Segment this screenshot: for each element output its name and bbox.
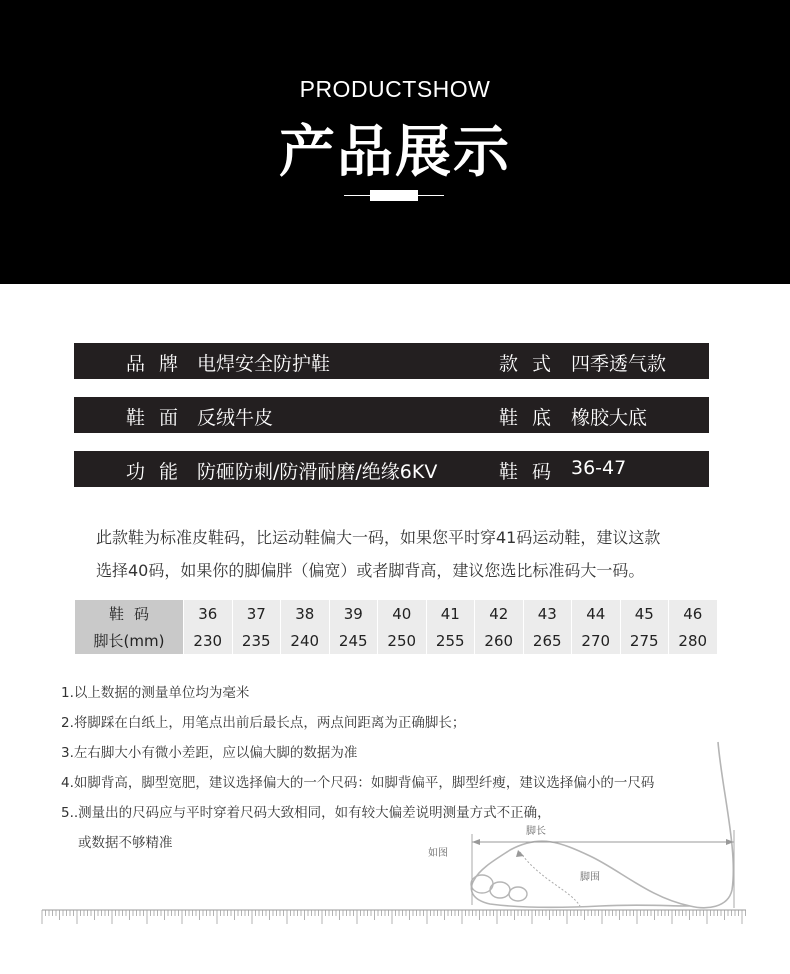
spec-row-brand — [74, 343, 709, 379]
size-row-label: 鞋码 — [75, 600, 183, 627]
spec-label: 功能 — [126, 461, 193, 483]
length-cell: 240 — [280, 627, 329, 654]
size-cell: 39 — [329, 600, 378, 627]
length-cell: 255 — [426, 627, 475, 654]
size-cell: 40 — [377, 600, 426, 627]
spec-label: 款式 — [499, 353, 566, 375]
size-cell: 36 — [183, 600, 232, 627]
spec-label: 品牌 — [126, 353, 193, 375]
size-cell: 43 — [523, 600, 572, 627]
arrow-head — [472, 839, 480, 845]
arrow-head — [516, 850, 524, 857]
length-cell: 250 — [377, 627, 426, 654]
size-cell: 41 — [426, 600, 475, 627]
tip-2: 2.将脚踩在白纸上，用笔点出前后最长点，两点间距离为正确脚长； — [61, 715, 466, 731]
tip-4: 4.如脚背高，脚型宽肥，建议选择偏大的一个尺码：如脚背偏平，脚型纤瘦，建议选择偏小的一尺码 — [61, 775, 655, 791]
size-cell: 42 — [474, 600, 523, 627]
length-cell: 235 — [232, 627, 281, 654]
spec-row-upper — [74, 397, 709, 433]
foot-girth-label: 脚围 — [580, 872, 600, 883]
length-cell: 260 — [474, 627, 523, 654]
size-table — [75, 600, 717, 654]
foot-length-label: 脚长 — [526, 826, 546, 837]
spec-label: 鞋面 — [126, 407, 193, 429]
spec-value: 橡胶大底 — [571, 407, 648, 429]
length-cell: 275 — [620, 627, 669, 654]
length-cell: 280 — [668, 627, 717, 654]
arrow-head — [726, 839, 734, 845]
spec-value: 36-47 — [571, 457, 627, 479]
spec-value: 防砸防刺/防滑耐磨/绝缘6KV — [197, 461, 438, 483]
title-chinese: 产品展示 — [279, 120, 511, 185]
spec-value: 电焊安全防护鞋 — [197, 353, 331, 375]
tip-5-continued: 或数据不够精准 — [78, 835, 173, 851]
length-cell: 270 — [571, 627, 620, 654]
tip-3: 3.左右脚大小有微小差距，应以偏大脚的数据为准 — [61, 745, 358, 761]
length-cell: 230 — [183, 627, 232, 654]
size-cell: 37 — [232, 600, 281, 627]
size-cell: 44 — [571, 600, 620, 627]
spec-row-function — [74, 451, 709, 487]
hero-banner — [0, 0, 790, 284]
foot-outline — [471, 742, 733, 908]
spec-value: 四季透气款 — [571, 353, 667, 375]
length-row — [75, 627, 717, 654]
size-row — [75, 600, 717, 627]
spec-label: 鞋底 — [499, 407, 566, 429]
size-note-line2: 选择40码，如果你的脚偏胖（偏宽）或者脚背高，建议您选比标准码大一码。 — [96, 561, 645, 580]
length-cell: 265 — [523, 627, 572, 654]
ruler — [42, 910, 746, 924]
spec-label: 鞋码 — [499, 461, 566, 483]
spec-value: 反绒牛皮 — [197, 407, 274, 429]
title-english: PRODUCTSHOW — [299, 76, 491, 102]
size-note-line1: 此款鞋为标准皮鞋码，比运动鞋偏大一码，如果您平时穿41码运动鞋，建议这款 — [96, 528, 661, 547]
size-cell: 38 — [280, 600, 329, 627]
length-cell: 245 — [329, 627, 378, 654]
length-row-label: 脚长(mm) — [75, 627, 183, 654]
tip-5: 5..测量出的尺码应与平时穿着尺码大致相同，如有较大偏差说明测量方式不正确， — [61, 805, 551, 821]
divider-bar — [370, 190, 418, 201]
figure-label: 如图 — [428, 848, 448, 859]
girth-curve — [520, 852, 580, 906]
tip-1: 1.以上数据的测量单位均为毫米 — [61, 685, 250, 701]
toe-shape — [490, 882, 510, 898]
size-cell: 46 — [668, 600, 717, 627]
toe-shape — [509, 887, 527, 901]
size-cell: 45 — [620, 600, 669, 627]
